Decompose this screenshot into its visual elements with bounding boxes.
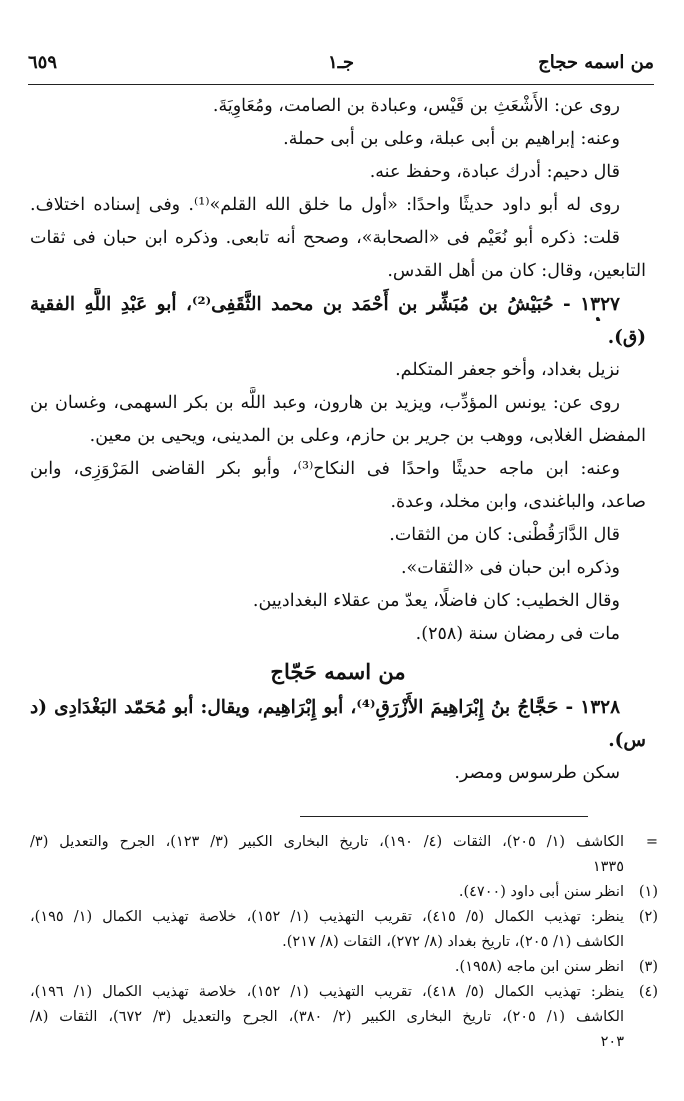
footnote-item	[30, 855, 658, 880]
footnotes	[30, 830, 658, 1055]
text-line: وذكره ابن حبان فى «الثقات».	[400, 558, 620, 578]
footnote-item	[30, 830, 658, 855]
footnote-item	[30, 1030, 658, 1055]
section-title: من اسمه حَجّاج	[270, 659, 406, 684]
text-line: نزيل بغداد، وأخو جعفر المتكلم.	[395, 360, 620, 380]
main-text	[30, 90, 646, 790]
footnote-item	[30, 1005, 658, 1030]
entry-heading: ١٣٢٧ - حُبَيْشُ بن مُبَشِّر بن أَحْمَد بن محمد الثَّقَفِى⁽²⁾، أبو عَبْدِ اللَّهِ الفقية	[30, 294, 620, 315]
footnote-line: ينظر: تهذيب الكمال (٥/ ٤١٥)، تقريب التهذيب (١/ ١٥٢)، خلاصة تهذيب الكمال (١/ ١٩٥)،	[30, 909, 624, 925]
text-line: قلت: ذكره أبو نُعَيْم فى «الصحابة»، وصحح أنه تابعى. وذكره ابن حبان فى ثقات	[30, 228, 620, 248]
header-title: من اسمه حجاج	[538, 52, 654, 73]
footnote-mark: =	[645, 834, 658, 850]
footnote-line: ١٣٣٥	[592, 859, 624, 875]
text-line: سكن طرسوس ومصر.	[454, 763, 620, 783]
text-line: صاعد، والباغندى، وابن مخلد، وعدة.	[390, 492, 646, 512]
footnote-item	[30, 955, 658, 980]
footnote-mark: (٢)	[638, 909, 658, 925]
header-rule	[28, 84, 654, 85]
footnote-rule	[300, 816, 588, 817]
text-line: المفضل الغلابى، ووهب بن جرير بن حازم، وعلى بن المدينى، ويحيى بن معين.	[89, 426, 646, 446]
footnote-mark: (٣)	[638, 959, 658, 975]
page-number: ٦٥٩	[28, 52, 58, 73]
footnote-item	[30, 980, 658, 1005]
text-line: وعنه: ابن ماجه حديثًا واحدًا فى النكاح⁽³⁾، وأبو بكر القاضى المَرْوَزِى، وابن	[30, 459, 620, 479]
volume-label: جـ١	[327, 52, 355, 73]
text-line: التابعين، وقال: كان من أهل القدس.	[387, 261, 646, 281]
footnote-line: الكاشف (١/ ٢٠٥)، تاريخ بغداد (٨/ ٢٧٢)، الثقات (٨/ ٢١٧).	[282, 934, 624, 950]
entry-heading-cont: س).	[608, 730, 646, 751]
text-line: روى عن: الأَشْعَثِ بن قَيْس، وعبادة بن الصامت، ومُعَاوِيَةَ.	[212, 96, 620, 116]
text-line: روى له أبو داود حديثًا واحدًا: «أول ما خلق الله القلم»⁽¹⁾. وفى إسناده اختلاف.	[30, 195, 620, 215]
text-line: قال دحيم: أدرك عبادة، وحفظ عنه.	[369, 162, 620, 182]
footnote-line: ينظر: تهذيب الكمال (٥/ ٤١٨)، تقريب التهذيب (١/ ١٥٢)، خلاصة تهذيب الكمال (١/ ١٩٦)،	[30, 984, 624, 1000]
entry-heading-cont: (ق).	[607, 327, 646, 348]
text-line: وقال الخطيب: كان فاضلًا، يعدّ من عقلاء البغداديين.	[252, 591, 620, 611]
footnote-item	[30, 880, 658, 905]
footnote-item	[30, 930, 658, 955]
footnote-mark: (١)	[638, 884, 658, 900]
text-line: مات فى رمضان سنة (٢٥٨).	[415, 624, 620, 644]
footnote-line: انظر سنن أبى داود (٤٧٠٠).	[458, 884, 624, 900]
entry-heading: ١٣٢٨ - حَجَّاجُ بنُ إِبْرَاهِيمَ الأَزْرَقِ⁽⁴⁾، أبو إِبْرَاهِيم، ويقال: أبو مُحَمّد البَغْدَادِى (د	[30, 697, 621, 718]
footnote-item	[30, 905, 658, 930]
text-line: روى عن: يونس المؤدِّب، ويزيد بن هارون، وعبد اللَّه بن بكر السهمى، وغسان بن	[30, 393, 620, 413]
text-line: وعنه: إبراهيم بن أبى عبلة، وعلى بن أبى حملة.	[283, 129, 620, 149]
footnote-line: الكاشف (١/ ٢٠٥)، الثقات (٤/ ١٩٠)، تاريخ البخارى الكبير (٣/ ١٢٣)، الجرح والتعديل (٣/	[30, 834, 624, 850]
footnote-line: الكاشف (١/ ٢٠٥)، تاريخ البخارى الكبير (٢/ ٣٨٠)، الجرح والتعديل (٣/ ٦٧٢)، الثقات (٨/	[30, 1009, 624, 1025]
footnote-line: انظر سنن ابن ماجه (١٩٥٨).	[454, 959, 624, 975]
footnote-mark: (٤)	[638, 984, 658, 1000]
running-header	[28, 48, 654, 82]
footnote-line: ٢٠٣	[600, 1034, 624, 1050]
text-line: قال الدَّارَقُطْنى: كان من الثقات.	[389, 525, 620, 545]
